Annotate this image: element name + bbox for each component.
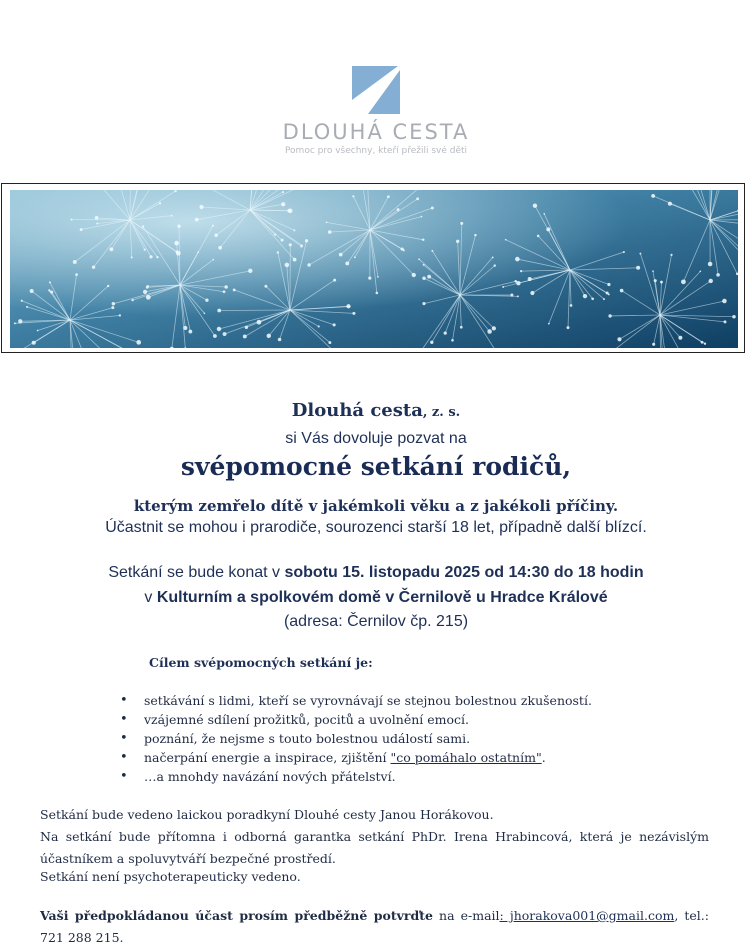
list-item: • setkávání s lidmi, kteří se vyrovnávají se stejnou bolestnou zkušeností.	[120, 691, 592, 710]
also-line: Účastnit se mohou i prarodiče, sourozenci starší 18 let, případně další blízcí.	[0, 519, 752, 537]
meeting-address: (adresa: Černilov čp. 215)	[0, 613, 752, 631]
info-paragraph: Setkání není psychoterapeuticky vedeno.	[40, 866, 709, 888]
info-paragraph: Na setkání bude přítomna i odborná garantka setkání PhDr. Irena Hrabincová, která je nezávislým účastníkem a spoluvytváří bezpečné prostředí.	[40, 826, 709, 870]
banner-frame	[1, 183, 745, 353]
logo	[0, 66, 752, 156]
meeting-when: Setkání se bude konat v sobotu 15. listopadu 2025 od 14:30 do 18 hodin	[0, 564, 752, 582]
dandelion-seeds-photo	[10, 190, 738, 348]
list-item: • vzájemné sdílení prožitků, pocitů a uvolnění emocí.	[120, 710, 592, 729]
list-item: • …a mnohdy navázání nových přátelství.	[120, 767, 592, 786]
info-paragraph: Setkání bude vedeno laickou poradkyní Dlouhé cesty Janou Horákovou.	[40, 804, 709, 826]
logo-tagline: Pomoc pro všechny, kteří přežili své děti	[0, 146, 752, 156]
meeting-where: v Kulturním a spolkovém domě v Černilově u Hradce Králové	[0, 589, 752, 607]
page-title: svépomocné setkání rodičů,	[0, 452, 752, 481]
list-item: • poznání, že nejsme s touto bolestnou událostí sami.	[120, 729, 592, 748]
subtitle: kterým zemřelo dítě v jakémkoli věku a z jakékoli příčiny.	[0, 497, 752, 515]
logo-name: DLOUHÁ CESTA	[0, 120, 752, 144]
email-link[interactable]: : jhorakova001@gmail.com	[500, 908, 675, 923]
quote-underlined: "co pomáhalo ostatním"	[391, 750, 542, 765]
list-item: • načerpání energie a inspirace, zjištění "co pomáhalo ostatním".	[120, 748, 592, 767]
goals-list	[120, 691, 592, 786]
invite-line: si Vás dovoluje pozvat na	[0, 430, 752, 448]
logo-mark-icon	[352, 66, 400, 114]
org-name: Dlouhá cesta, z. s.	[0, 400, 752, 421]
goals-heading: Cílem svépomocných setkání je:	[149, 655, 373, 670]
contact-paragraph: Vaši předpokládanou účast prosím předběžně potvrďte na e-mail: jhorakova001@gmail.com, tel.: 721 288 215.	[40, 905, 709, 949]
